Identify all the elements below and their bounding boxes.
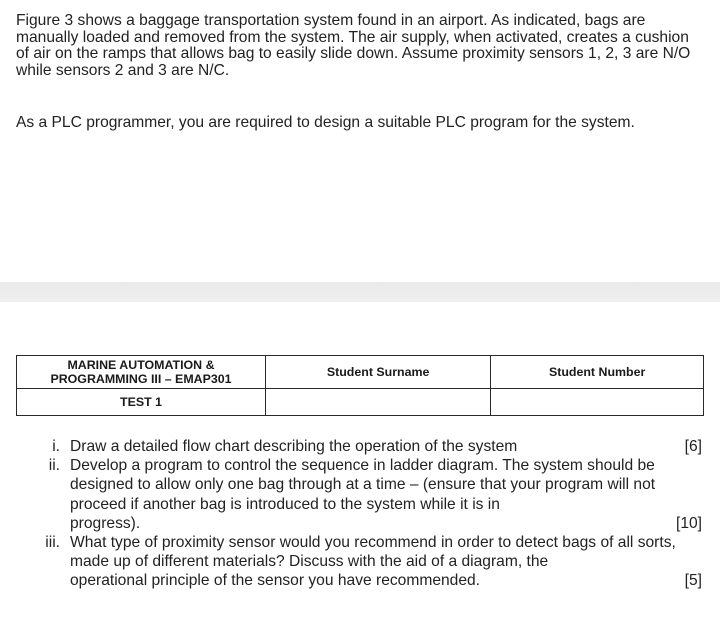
question-text-tail: operational principle of the sensor you have recommended. (70, 572, 481, 590)
question-text-last-line (70, 571, 704, 590)
question-item (30, 533, 704, 591)
test-row (17, 389, 704, 416)
question-marks: [6] (684, 438, 702, 455)
question-text: Develop a program to control the sequence in ladder diagram. The system should be designed to allow only one bag through at a time – (ensure that your program will not proceed if another bag is introduced to the system while it is in (70, 457, 656, 513)
question-marks: [10] (675, 514, 702, 532)
student-surname-header: Student Surname (266, 356, 491, 389)
course-name-line1: MARINE AUTOMATION & (67, 358, 215, 372)
course-name-line2: PROGRAMMING III – EMAP301 (50, 372, 232, 386)
course-name-cell (17, 356, 266, 389)
intro-paragraph: Figure 3 shows a baggage transportation system found in an airport. As indicated, bags are manually loaded and removed from the system. The air supply, when activated, creates a cushion of air on the ramps that allows bag to easily slide down. Assume proximity sensors 1, 2, 3 are N/O while sensors 2 and 3 are N/C. (16, 12, 691, 79)
question-text-last-line (70, 514, 704, 533)
upper-page-section (0, 0, 720, 282)
task-paragraph: As a PLC programmer, you are required to design a suitable PLC program for the system. (16, 114, 635, 131)
question-number: iii. (45, 534, 60, 552)
question-number: ii. (48, 457, 60, 475)
question-list (30, 437, 704, 591)
test-header-table (16, 355, 704, 416)
question-text: What type of proximity sensor would you recommend in order to detect bags of all sorts, made up of different materials? Discuss with the aid of a diagram, the (70, 534, 676, 571)
student-number-header: Student Number (491, 356, 704, 389)
header-row (17, 356, 704, 389)
question-item (30, 437, 704, 456)
student-number-entry-cell (491, 389, 704, 416)
question-text: Draw a detailed flow chart describing the operation of the system (70, 438, 518, 455)
page-break-band (0, 282, 720, 302)
question-text-tail: progress). (70, 514, 141, 532)
question-item (30, 456, 704, 533)
question-marks: [5] (684, 572, 702, 590)
question-number: i. (52, 438, 60, 455)
student-surname-entry-cell (266, 389, 491, 416)
test-label-cell: TEST 1 (17, 389, 266, 416)
